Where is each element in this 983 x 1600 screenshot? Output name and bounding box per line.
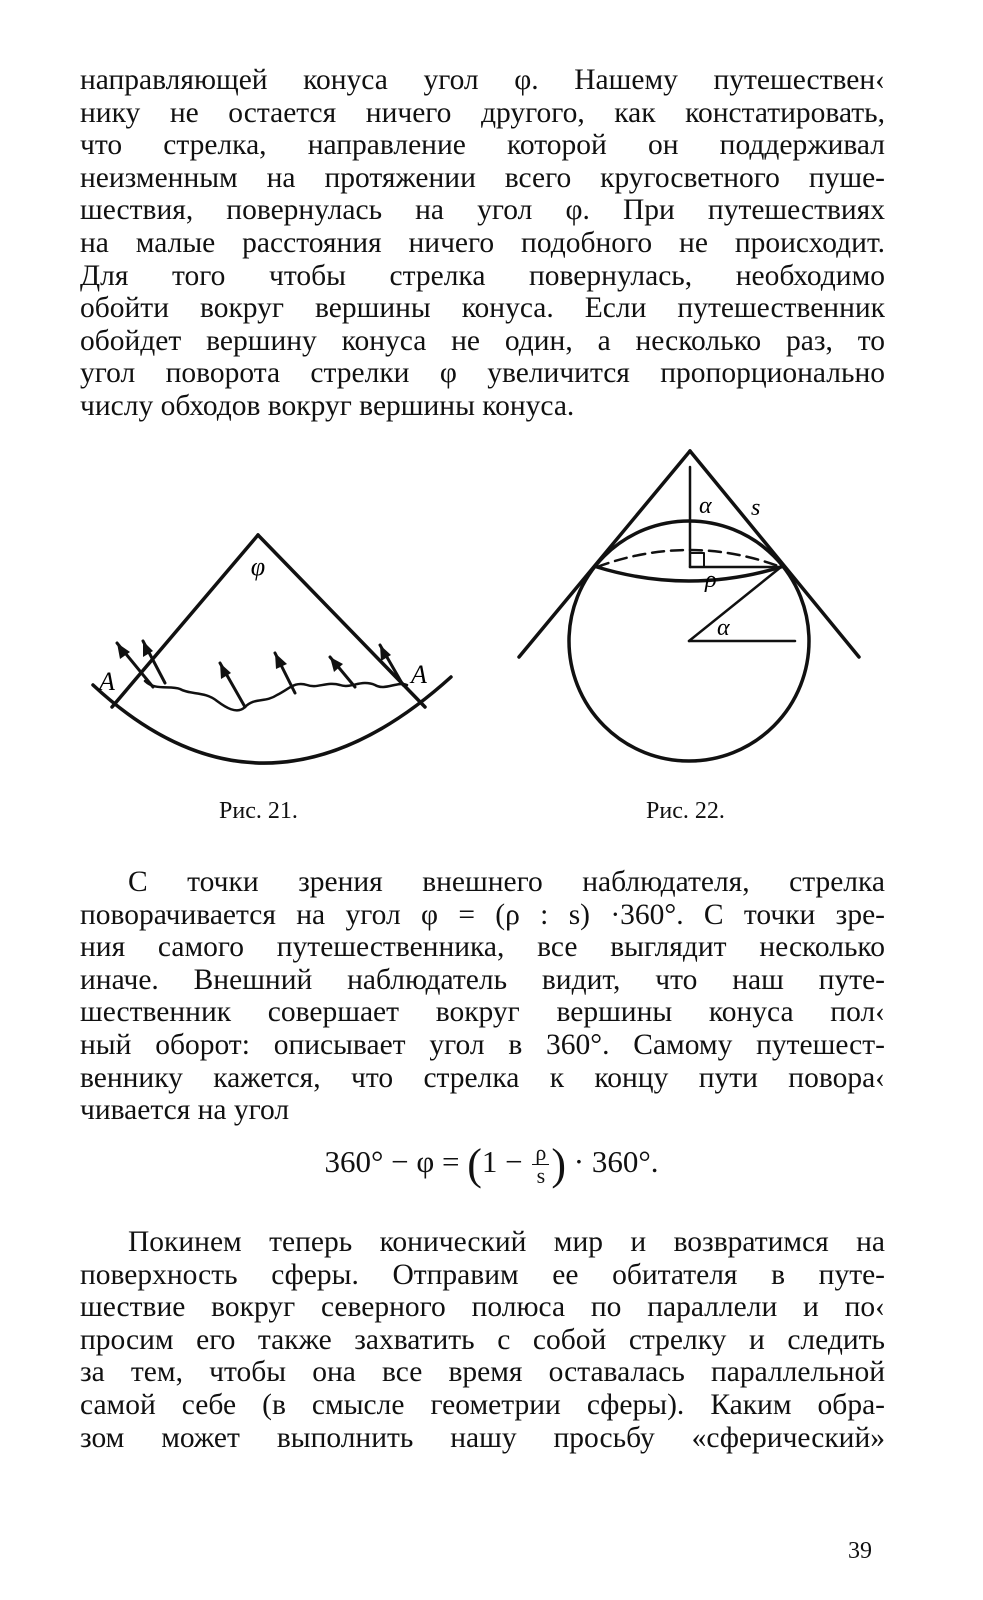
tangent-circle-front xyxy=(597,567,781,581)
figure-22-cone-sphere-diagram xyxy=(505,445,885,785)
paragraph-1 xyxy=(80,64,885,423)
figure-21-caption: Рис. 21. xyxy=(219,798,298,824)
figure-22-caption: Рис. 22. xyxy=(646,798,725,824)
text-line: поворачивается на угол φ = (ρ : s) ·360°. С точки зре- xyxy=(80,898,885,931)
text-line: чивается на угол xyxy=(80,1094,290,1127)
text-line: ния самого путешественника, все выглядит несколько xyxy=(80,931,885,964)
label-phi: φ xyxy=(250,552,266,581)
text-line: числу обходов вокруг вершины конуса. xyxy=(80,389,575,422)
text-line: за тем, чтобы она все время оставалась параллельной xyxy=(80,1356,885,1389)
formula-open-paren: ( xyxy=(467,1139,482,1189)
text-line: зом может выполнить нашу просьбу «сферический» xyxy=(80,1421,885,1454)
text-line: шественник совершает вокруг вершины конуса пол‹ xyxy=(80,996,885,1029)
text-line: угол поворота стрелки φ увеличится пропорционально xyxy=(80,357,885,390)
text-line: просим его также захватить с собой стрелку и следить xyxy=(80,1323,885,1356)
formula-left: 360° − φ = xyxy=(324,1144,460,1179)
text-line: неизменным на протяжении всего кругосветного пуше- xyxy=(80,161,885,194)
text-line: С точки зрения внешнего наблюдателя, стрелка xyxy=(128,866,885,898)
text-line: на малые расстояния ничего подобного не происходит. xyxy=(80,226,885,259)
right-angle xyxy=(690,553,704,567)
page-number: 39 xyxy=(848,1538,872,1564)
label-a-left: A xyxy=(99,667,115,696)
label-rho: ρ xyxy=(705,567,717,593)
label-alpha-center: α xyxy=(717,615,730,641)
text-line: шествия, повернулась на угол φ. При путешествиях xyxy=(80,194,885,227)
base-arc xyxy=(93,677,451,763)
formula xyxy=(0,1139,983,1189)
cone-right-side xyxy=(690,451,859,657)
label-alpha-top: α xyxy=(699,493,712,519)
formula-fraction xyxy=(532,1142,549,1187)
formula-denominator: s xyxy=(536,1163,546,1189)
text-line: обойти вокруг вершины конуса. Если путешественник xyxy=(80,292,885,325)
label-s: s xyxy=(751,495,761,521)
formula-one: 1 − xyxy=(481,1144,523,1179)
text-line: направляющей конуса угол φ. Нашему путешествен‹ xyxy=(80,64,885,96)
text-line: обойдет вершину конуса не один, а несколько раз, то xyxy=(80,324,885,357)
text-line: что стрелка, направление которой он поддерживал xyxy=(80,129,885,162)
text-line: веннику кажется, что стрелка к концу пути повора‹ xyxy=(80,1061,885,1094)
cone-left-edge xyxy=(112,535,258,707)
wavy-path xyxy=(145,681,407,710)
formula-close-paren: ) xyxy=(551,1139,567,1189)
text-line: самой себе (в смысле геометрии сферы). Каким обра- xyxy=(80,1388,885,1421)
figure-21-cone-diagram xyxy=(85,445,465,785)
formula-right: · 360°. xyxy=(573,1144,659,1179)
arrow-head xyxy=(275,653,287,669)
formula-numerator: ρ xyxy=(532,1142,549,1165)
text-line: ный оборот: описывает угол в 360°. Самому путешест- xyxy=(80,1028,885,1061)
paragraph-3 xyxy=(80,1226,885,1454)
text-line: нику не остается ничего другого, как констатировать, xyxy=(80,96,885,129)
label-a-right: A xyxy=(411,660,427,689)
paragraph-2 xyxy=(80,866,885,1127)
text-line: поверхность сферы. Отправим ее обитателя в путе- xyxy=(80,1258,885,1291)
text-line: иначе. Внешний наблюдатель видит, что наш путе- xyxy=(80,963,885,996)
text-line: Для того чтобы стрелка повернулась, необходимо xyxy=(80,259,885,292)
text-line: шествие вокруг северного полюса по параллели и по‹ xyxy=(80,1291,885,1324)
text-line: Покинем теперь конический мир и возвратимся на xyxy=(128,1226,885,1258)
